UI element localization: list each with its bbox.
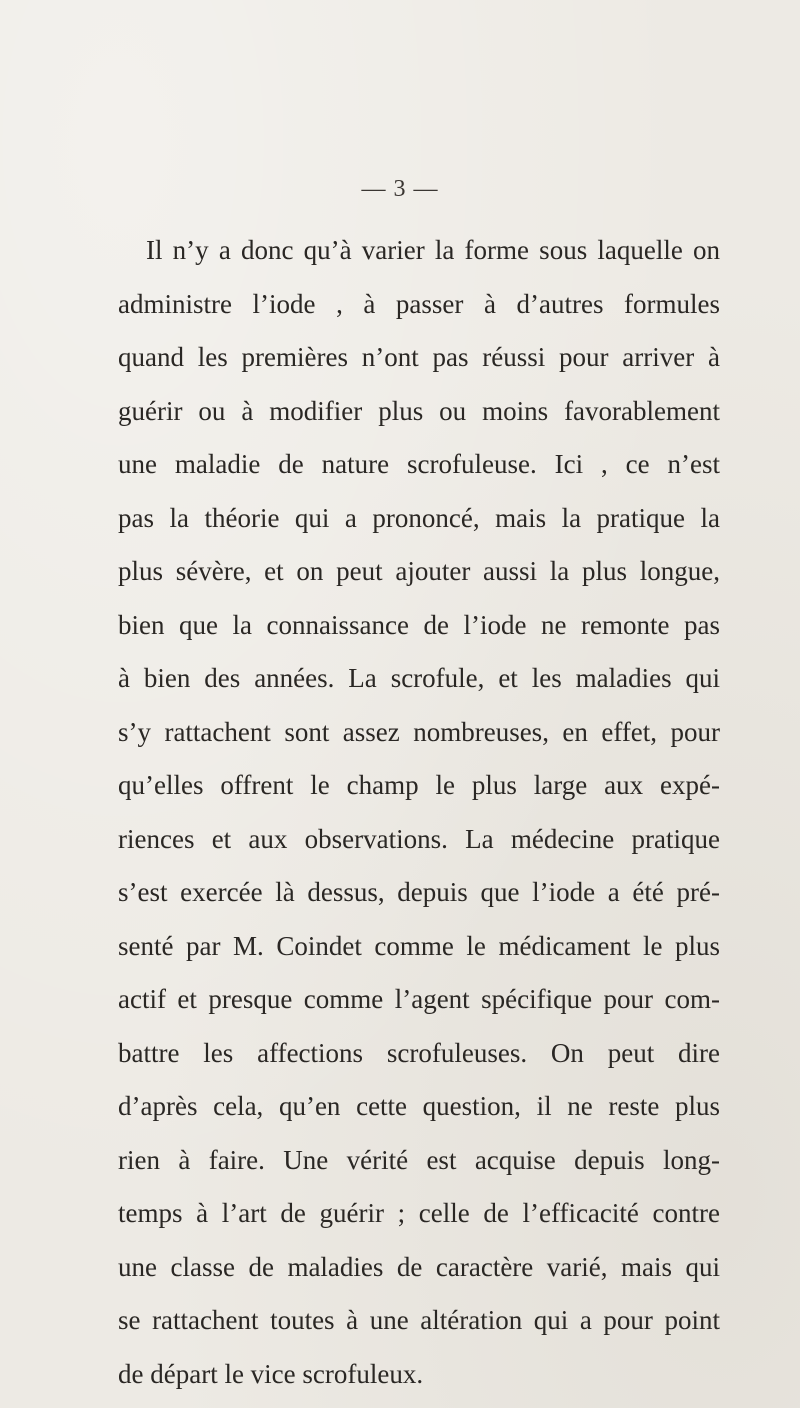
text-line: temps à l’art de guérir ; celle de l’efficacité contre xyxy=(118,1198,720,1228)
text-line: pas la théorie qui a prononcé, mais la pratique la xyxy=(118,502,720,533)
text-line: administre l’iode , à passer à d’autres formules xyxy=(118,288,720,319)
text-line: bien que la connaissance de l’iode ne remonte pas xyxy=(118,609,720,640)
text-line: Il n’y a donc qu’à varier la forme sous laquelle on xyxy=(146,235,720,265)
text-line: plus sévère, et on peut ajouter aussi la plus longue, xyxy=(118,556,720,586)
text-line: se rattachent toutes à une altération qui a pour point xyxy=(118,1305,720,1335)
text-line: de départ le vice scrofuleux. xyxy=(118,1358,424,1389)
text-line: guérir ou à modifier plus ou moins favorablement xyxy=(118,395,720,426)
text-line: senté par M. Coindet comme le médicament le plus xyxy=(118,930,720,961)
text-line: à bien des années. La scrofule, et les maladies qui xyxy=(118,663,720,693)
text-line: battre les affections scrofuleuses. On peut dire xyxy=(118,1037,720,1068)
text-line: une classe de maladies de caractère varié, mais qui xyxy=(118,1251,720,1282)
text-line: d’après cela, qu’en cette question, il ne reste plus xyxy=(118,1091,720,1121)
text-line: qu’elles offrent le champ le plus large aux expé- xyxy=(118,770,720,800)
text-line: quand les premières n’ont pas réussi pour arriver à xyxy=(118,342,720,372)
text-line: actif et presque comme l’agent spécifique pour com- xyxy=(118,984,720,1014)
text-line: s’est exercée là dessus, depuis que l’iode a été pré- xyxy=(118,877,720,907)
page-number: — 3 — xyxy=(361,176,439,202)
body-paragraph xyxy=(118,224,720,1401)
text-line: riences et aux observations. La médecine pratique xyxy=(118,823,720,854)
text-line: s’y rattachent sont assez nombreuses, en effet, pour xyxy=(118,716,720,747)
text-line: rien à faire. Une vérité est acquise depuis long- xyxy=(118,1144,720,1175)
text-line: une maladie de nature scrofuleuse. Ici , ce n’est xyxy=(118,449,720,479)
